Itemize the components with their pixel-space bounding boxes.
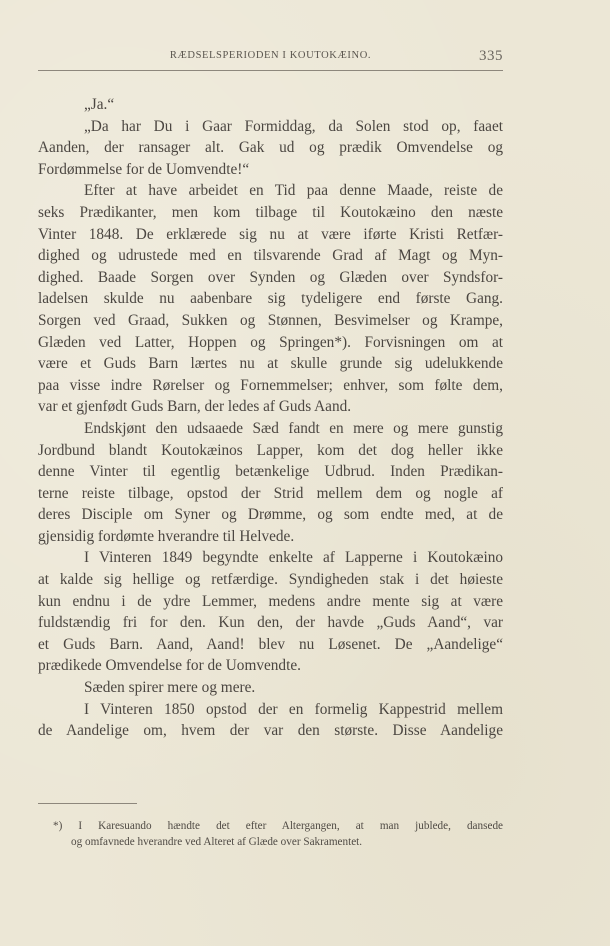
text-line: ladelsen skulde nu aabenbare sig tydeligere end første Gang.: [38, 290, 503, 308]
text-line: et Guds Barn. Aand, Aand! blev nu Løsenet. De „Aandelige“: [38, 635, 503, 653]
paragraph: [38, 547, 503, 677]
page-number: 335: [479, 48, 503, 64]
text-line: I Vinteren 1849 begyndte enkelte af Lapperne i Koutokæino: [84, 549, 503, 567]
text-line: gjensidig fordømte hverandre til Helvede.: [38, 527, 295, 545]
text-line: paa visse indre Rørelser og Fornemmelser; enhver, som følte dem,: [38, 376, 503, 394]
text-line: fuldstændig fri for den. Kun den, der havde „Guds Aand“, var: [38, 614, 503, 632]
footnote-rule: [38, 803, 137, 804]
paragraph: [38, 116, 503, 181]
paragraph: [38, 180, 503, 418]
text-line: Sorgen ved Graad, Sukken og Stønnen, Besvimelser og Krampe,: [38, 311, 503, 329]
footnotes: [38, 818, 503, 850]
paragraph: [38, 418, 503, 548]
paragraph: [38, 677, 503, 699]
text-line: Vinter 1848. De erklærede sig nu at være iførte Kristi Retfær-: [38, 225, 503, 243]
header-rule: [38, 70, 503, 71]
text-line: Glæden ved Latter, Hoppen og Springen*). Forvisningen om at: [38, 333, 503, 351]
text-line: „Da har Du i Gaar Formiddag, da Solen stod op, faaet: [84, 117, 503, 135]
footnote: [38, 818, 503, 850]
text-line: Endskjønt den udsaaede Sæd fandt en mere og mere gunstig: [84, 419, 503, 437]
text-line: prædikede Omvendelse for de Uomvendte.: [38, 657, 301, 675]
footnote-line: og omfavnede hverandre ved Alteret af Glæde over Sakramentet.: [71, 836, 363, 848]
text-line: var et gjenfødt Guds Barn, der ledes af Guds Aand.: [38, 398, 352, 416]
text-line: Aanden, der ransager alt. Gak ud og prædik Omvendelse og: [38, 139, 503, 157]
text-line: være et Guds Barn lærtes nu at skulle grunde sig udelukkende: [38, 355, 503, 373]
paragraph: [38, 699, 503, 742]
text-line: denne Vinter til egentlig betænkelige Udbrud. Inden Prædikan-: [38, 463, 503, 481]
text-line: seks Prædikanter, men kom tilbage til Koutokæino den næste: [38, 203, 503, 221]
text-line: Efter at have arbeidet en Tid paa denne Maade, reiste de: [84, 182, 503, 200]
text-line: I Vinteren 1850 opstod der en formelig Kappestrid mellem: [84, 700, 503, 718]
footnote-line: *) I Karesuando hændte det efter Altergangen, at man jublede, dansede: [53, 820, 503, 832]
text-line: Sæden spirer mere og mere.: [84, 679, 256, 697]
text-line: Jordbund blandt Koutokæinos Lapper, kom det dog heller ikke: [38, 441, 503, 459]
text-line: de Aandelige om, hvem der var den største. Disse Aandelige: [38, 722, 503, 740]
paragraph: [38, 94, 503, 116]
text-line: „Ja.“: [84, 96, 115, 113]
text-line: Fordømmelse for de Uomvendte!“: [38, 160, 250, 178]
running-title: RÆDSELSPERIODEN I KOUTOKÆINO.: [169, 50, 372, 61]
text-line: dighed. Baade Sorgen over Synden og Glæden over Syndsfor-: [38, 268, 503, 286]
text-line: deres Disciple om Syner og Drømme, og som endte med, at de: [38, 506, 503, 524]
running-head: [38, 50, 503, 66]
text-line: terne reiste tilbage, opstod der Strid mellem dem og nogle af: [38, 484, 503, 502]
text-line: at kalde sig hellige og retfærdige. Syndigheden stak i det høieste: [38, 571, 503, 589]
text-line: kun endnu i de ydre Lemmer, medens andre mente sig at være: [38, 592, 503, 610]
text-line: dighed og udrustede med en tilsvarende Grad af Magt og Myn-: [38, 247, 503, 265]
body-text: [38, 94, 503, 742]
